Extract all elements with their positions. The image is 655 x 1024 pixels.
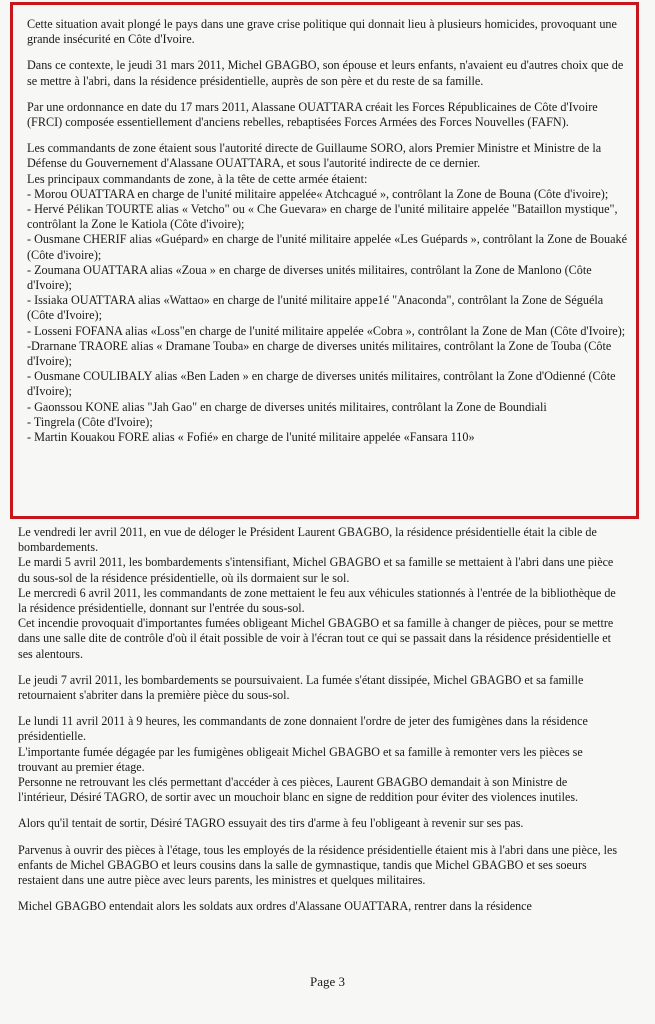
paragraph: Michel GBAGBO entendait alors les soldats aux ordres d'Alassane OUATTARA, rentrer dans la résidence — [18, 899, 532, 914]
list-item: - Losseni FOFANA alias «Loss"en charge de l'unité militaire appelée «Cobra », contrôlant la Zone de Man (Côte d'Ivoire); — [27, 323, 626, 338]
paragraph: Le vendredi ler avril 2011, en vue de déloger le Président Laurent GBAGBO, la résidence présidentielle était la cible de bombardements. — [18, 525, 597, 555]
paragraph: Parvenus à ouvrir des pièces à l'étage, tous les employés de la résidence présidentielle étaient mis à l'abri dans une pièce, les enfants de Michel GBAGBO et leurs cousins dans la salle de gymnastique, tandis que Michel GBAGBO et ses soeurs restaient dans une autre pièce avec leurs parents, les ministres et quelques militaires. — [18, 842, 618, 888]
list-item: - Ousmane CHERIF alias «Guépard» en charge de l'unité militaire appelée «Les Guépards », contrôlant la Zone de Bouaké (Côte d'ivoire); — [27, 232, 627, 262]
paragraph: Le jeudi 7 avril 2011, les bombardements se poursuivaient. La fumée s'étant dissipée, Michel GBAGBO et sa famille retournaient s'abriter dans la première pièce du sous-sol. — [18, 672, 584, 703]
paragraph: Par une ordonnance en date du 17 mars 2011, Alassane OUATTARA créait les Forces Républicaines de Côte d'Ivoire (FRCI) composée essentiellement d'anciens rebelles, rebaptisées Forces Armées des Forces Nouvelles (FAFN). — [27, 99, 598, 130]
paragraph: Les commandants de zone étaient sous l'autorité directe de Guillaume SORO, alors Premier Ministre et Ministre de la Défense du Gouvernement d'Alassane OUATTARA, et sous l'autorité indirecte de ce dernier. — [27, 141, 602, 171]
paragraph: Le lundi 11 avril 2011 à 9 heures, les commandants de zone donnaient l'ordre de jeter des fumigènes dans la résidence présidentielle. — [18, 714, 588, 744]
paragraph: Le mardi 5 avril 2011, les bombardements s'intensifiant, Michel GBAGBO et sa famille se mettaient à l'abri dans une pièce du sous-sol de la résidence présidentielle, où ils dormaient sur le sol. — [18, 555, 614, 585]
list-item: -Drarnane TRAORE alias « Dramane Touba» en charge de diverses unités militaires, contrôlant la Zone de Touba (Côte d'Ivoire); — [27, 338, 612, 369]
list-item: - Zoumana OUATTARA alias «Zoua » en charge de diverses unités militaires, contrôlant la Zone de Manlono (Côte d'Ivoire); — [27, 262, 592, 293]
paragraph: Le mercredi 6 avril 2011, les commandants de zone mettaient le feu aux véhicules stationnés à l'entrée de la bibliothèque de la résidence présidentielle, donnant sur l'entrée du sous-sol. — [18, 585, 616, 616]
list-item: - Hervé Pélikan TOURTE alias « Vetcho" ou « Che Guevara» en charge de l'unité militaire appelée "Bataillon mystique", contrôlant la Zone le Katiola (Côte d'ivoire); — [27, 202, 618, 232]
paragraph: Personne ne retrouvant les clés permettant d'accéder à ces pièces, Laurent GBAGBO demandait à son Ministre de l'intérieur, Désiré TAGRO, de sortir avec un mouchoir blanc en signe de reddition pour éviter des violences inutiles. — [18, 775, 579, 805]
paragraph: Cet incendie provoquait d'importantes fumées obligeant Michel GBAGBO et sa famille à changer de pièces, pour se mettre dans une salle dite de contrôle d'où il était possible de voir à l'écran tout ce qui se passait dans la résidence présidentielle et ses alentours. — [18, 616, 614, 661]
paragraph: Cette situation avait plongé le pays dans une grave crise politique qui donnait lieu à plusieurs homicides, provoquant une grande insécurité en Côte d'Ivoire. — [27, 17, 617, 47]
commanders-intro: Les principaux commandants de zone, à la tête de cette armée étaient: — [27, 171, 368, 186]
highlighted-section — [10, 2, 639, 519]
paragraph: Dans ce contexte, le jeudi 31 mars 2011, Michel GBAGBO, son épouse et leurs enfants, n'avaient eu d'autres choix que de se mettre à l'abri, dans la résidence présidentielle, auprès de son père et du reste de sa famille. — [27, 58, 624, 88]
list-item: - Tingrela (Côte d'Ivoire); — [27, 414, 153, 429]
list-item: - Ousmane COULIBALY alias «Ben Laden » en charge de diverses unités militaires, contrôlant la Zone d'Odienné (Côte d'Ivoire); — [27, 369, 616, 399]
narrative-section — [18, 525, 618, 914]
list-item: - Issiaka OUATTARA alias «Wattao» en charge de l'unité militaire appe1é "Anaconda", contrôlant la Zone de Séguéla (Côte d'Ivoire); — [27, 293, 604, 323]
page-number: Page 3 — [309, 974, 346, 989]
list-item: - Martin Kouakou FORE alias « Fofié» en charge de l'unité militaire appelée «Fansara 110» — [27, 430, 475, 445]
paragraph: Alors qu'il tentait de sortir, Désiré TAGRO essuyait des tirs d'arme à feu l'obligeant à revenir sur ses pas. — [18, 816, 524, 831]
paragraph: L'importante fumée dégagée par les fumigènes obligeait Michel GBAGBO et sa famille à remonter vers les pièces se trouvant au premier étage. — [18, 744, 583, 774]
list-item: - Morou OUATTARA en charge de l'unité militaire appelée« Atchcagué », contrôlant la Zone de Bouna (Côte d'ivoire); — [27, 186, 609, 201]
list-item: - Gaonssou KONE alias "Jah Gao" en charge de diverses unités militaires, contrôlant la Zone de Boundiali — [27, 399, 547, 414]
